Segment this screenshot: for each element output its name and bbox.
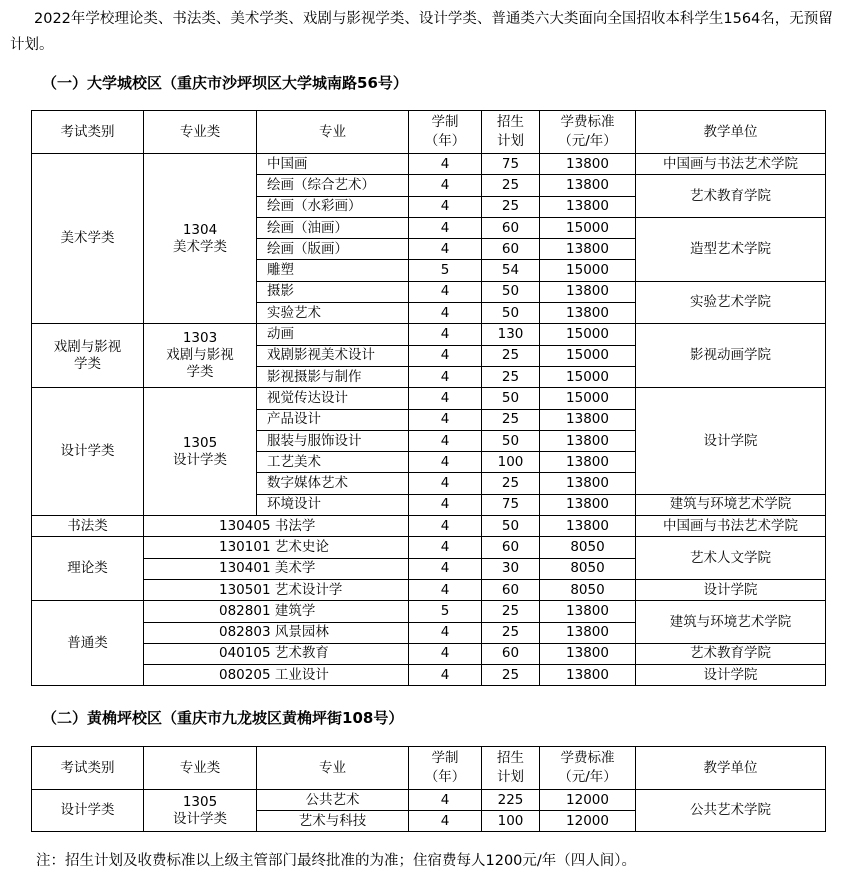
fee-cell: 15000: [540, 366, 636, 387]
fee-cell: 13800: [540, 622, 636, 643]
years-cell: 4: [409, 196, 482, 217]
fee-cell: 13800: [540, 643, 636, 664]
major-cell: 服装与服饰设计: [257, 430, 409, 451]
school-cell: 建筑与环境艺术学院: [636, 494, 826, 515]
table-header-row: [32, 111, 826, 154]
quota-cell: 50: [482, 430, 540, 451]
major-cell: 工艺美术: [257, 452, 409, 473]
intro-paragraph: 2022年学校理论类、书法类、美术学类、戏剧与影视学类、设计学类、普通类六大类面向全国招收本科学生1564名，无预留计划。: [10, 11, 833, 53]
years-cell: 4: [409, 494, 482, 515]
quota-cell: 100: [482, 811, 540, 832]
major-cell: 摄影: [257, 281, 409, 302]
quota-cell: 25: [482, 473, 540, 494]
category-cell: 书法类: [32, 516, 144, 537]
years-cell: 5: [409, 601, 482, 622]
enrollment-table-campus-1: [31, 110, 826, 686]
fee-cell: 13800: [540, 601, 636, 622]
fee-cell: 13800: [540, 239, 636, 260]
quota-cell: 60: [482, 217, 540, 238]
header-major-class: 专业类: [144, 747, 257, 790]
major-cell: 082803 风景园林: [144, 622, 409, 643]
school-cell: 影视动画学院: [636, 324, 826, 388]
header-major: 专业: [257, 747, 409, 790]
category-cell: 戏剧与影视 学类: [32, 324, 144, 388]
major-cell: 数字媒体艺术: [257, 473, 409, 494]
fee-cell: 13800: [540, 494, 636, 515]
fee-cell: 15000: [540, 217, 636, 238]
header-years: 学制 （年）: [409, 747, 482, 790]
quota-cell: 75: [482, 494, 540, 515]
major-cell: 130405 书法学: [144, 516, 409, 537]
quota-cell: 60: [482, 537, 540, 558]
quota-cell: 50: [482, 281, 540, 302]
years-cell: 4: [409, 154, 482, 175]
quota-cell: 60: [482, 239, 540, 260]
major-class-cell: 1303 戏剧与影视 学类: [144, 324, 257, 388]
fee-cell: 15000: [540, 260, 636, 281]
major-class-cell: 1305 设计学类: [144, 790, 257, 832]
major-cell: 公共艺术: [257, 790, 409, 811]
years-cell: 4: [409, 345, 482, 366]
fee-cell: 8050: [540, 537, 636, 558]
years-cell: 4: [409, 409, 482, 430]
major-cell: 080205 工业设计: [144, 665, 409, 686]
years-cell: 4: [409, 430, 482, 451]
table-row: [32, 516, 826, 537]
years-cell: 4: [409, 239, 482, 260]
years-cell: 4: [409, 537, 482, 558]
years-cell: 4: [409, 516, 482, 537]
major-cell: 130501 艺术设计学: [144, 579, 409, 600]
school-cell: 设计学院: [636, 388, 826, 494]
major-cell: 雕塑: [257, 260, 409, 281]
major-cell: 130101 艺术史论: [144, 537, 409, 558]
section-title-campus-1: （一）大学城校区（重庆市沙坪坝区大学城南路56号）: [42, 74, 408, 92]
years-cell: 4: [409, 473, 482, 494]
school-cell: 中国画与书法艺术学院: [636, 516, 826, 537]
major-cell: 040105 艺术教育: [144, 643, 409, 664]
quota-cell: 30: [482, 558, 540, 579]
years-cell: 4: [409, 281, 482, 302]
school-cell: 造型艺术学院: [636, 217, 826, 281]
quota-cell: 50: [482, 388, 540, 409]
major-class-cell: 1304 美术学类: [144, 154, 257, 324]
school-cell: 艺术教育学院: [636, 643, 826, 664]
table-row: [32, 643, 826, 664]
fee-cell: 8050: [540, 558, 636, 579]
fee-cell: 13800: [540, 409, 636, 430]
school-cell: 艺术教育学院: [636, 175, 826, 218]
category-cell: 设计学类: [32, 790, 144, 832]
header-major-class: 专业类: [144, 111, 257, 154]
quota-cell: 50: [482, 303, 540, 324]
header-fee: 学费标准 （元/年）: [540, 111, 636, 154]
fee-cell: 13800: [540, 303, 636, 324]
years-cell: 4: [409, 790, 482, 811]
quota-cell: 25: [482, 175, 540, 196]
fee-cell: 12000: [540, 790, 636, 811]
quota-cell: 25: [482, 196, 540, 217]
category-cell: 普通类: [32, 601, 144, 686]
header-school: 教学单位: [636, 111, 826, 154]
quota-cell: 225: [482, 790, 540, 811]
major-cell: 绘画（版画）: [257, 239, 409, 260]
fee-cell: 13800: [540, 154, 636, 175]
fee-cell: 12000: [540, 811, 636, 832]
years-cell: 4: [409, 324, 482, 345]
footnote: 注：招生计划及收费标准以上级主管部门最终批准的为准；住宿费每人1200元/年（四人间）。: [36, 853, 637, 869]
table-row: [32, 154, 826, 175]
table-row: [32, 790, 826, 811]
years-cell: 4: [409, 175, 482, 196]
fee-cell: 8050: [540, 579, 636, 600]
school-cell: 艺术人文学院: [636, 537, 826, 580]
quota-cell: 25: [482, 366, 540, 387]
years-cell: 4: [409, 452, 482, 473]
major-cell: 视觉传达设计: [257, 388, 409, 409]
major-cell: 艺术与科技: [257, 811, 409, 832]
years-cell: 4: [409, 388, 482, 409]
years-cell: 4: [409, 303, 482, 324]
school-cell: 设计学院: [636, 665, 826, 686]
header-school: 教学单位: [636, 747, 826, 790]
years-cell: 4: [409, 811, 482, 832]
school-cell: 实验艺术学院: [636, 281, 826, 324]
header-quota: 招生 计划: [482, 111, 540, 154]
quota-cell: 25: [482, 601, 540, 622]
years-cell: 4: [409, 579, 482, 600]
enrollment-table-campus-2: [31, 746, 826, 832]
years-cell: 4: [409, 665, 482, 686]
major-cell: 戏剧影视美术设计: [257, 345, 409, 366]
fee-cell: 15000: [540, 324, 636, 345]
fee-cell: 15000: [540, 345, 636, 366]
category-cell: 设计学类: [32, 388, 144, 516]
header-quota: 招生 计划: [482, 747, 540, 790]
major-cell: 绘画（油画）: [257, 217, 409, 238]
major-cell: 动画: [257, 324, 409, 345]
fee-cell: 13800: [540, 516, 636, 537]
category-cell: 美术学类: [32, 154, 144, 324]
school-cell: 设计学院: [636, 579, 826, 600]
table-header-row: [32, 747, 826, 790]
major-cell: 中国画: [257, 154, 409, 175]
major-cell: 产品设计: [257, 409, 409, 430]
school-cell: 建筑与环境艺术学院: [636, 601, 826, 644]
header-years: 学制 （年）: [409, 111, 482, 154]
years-cell: 4: [409, 366, 482, 387]
major-class-cell: 1305 设计学类: [144, 388, 257, 516]
quota-cell: 25: [482, 665, 540, 686]
header-major: 专业: [257, 111, 409, 154]
major-cell: 082801 建筑学: [144, 601, 409, 622]
years-cell: 4: [409, 217, 482, 238]
fee-cell: 13800: [540, 452, 636, 473]
fee-cell: 13800: [540, 281, 636, 302]
header-category: 考试类别: [32, 111, 144, 154]
major-cell: 影视摄影与制作: [257, 366, 409, 387]
quota-cell: 100: [482, 452, 540, 473]
years-cell: 5: [409, 260, 482, 281]
table-row: [32, 388, 826, 409]
major-cell: 实验艺术: [257, 303, 409, 324]
quota-cell: 50: [482, 516, 540, 537]
years-cell: 4: [409, 558, 482, 579]
years-cell: 4: [409, 643, 482, 664]
fee-cell: 13800: [540, 196, 636, 217]
years-cell: 4: [409, 622, 482, 643]
quota-cell: 25: [482, 345, 540, 366]
table-row: [32, 537, 826, 558]
major-cell: 绘画（水彩画）: [257, 196, 409, 217]
quota-cell: 54: [482, 260, 540, 281]
quota-cell: 130: [482, 324, 540, 345]
table-row: [32, 665, 826, 686]
fee-cell: 15000: [540, 388, 636, 409]
category-cell: 理论类: [32, 537, 144, 601]
header-fee: 学费标准 （元/年）: [540, 747, 636, 790]
quota-cell: 60: [482, 643, 540, 664]
table-row: [32, 601, 826, 622]
quota-cell: 25: [482, 622, 540, 643]
major-cell: 环境设计: [257, 494, 409, 515]
major-cell: 130401 美术学: [144, 558, 409, 579]
major-cell: 绘画（综合艺术）: [257, 175, 409, 196]
quota-cell: 60: [482, 579, 540, 600]
school-cell: 公共艺术学院: [636, 790, 826, 832]
header-category: 考试类别: [32, 747, 144, 790]
quota-cell: 25: [482, 409, 540, 430]
fee-cell: 13800: [540, 665, 636, 686]
fee-cell: 13800: [540, 175, 636, 196]
fee-cell: 13800: [540, 473, 636, 494]
table-row: [32, 324, 826, 345]
school-cell: 中国画与书法艺术学院: [636, 154, 826, 175]
table-row: [32, 579, 826, 600]
section-title-campus-2: （二）黄桷坪校区（重庆市九龙坡区黄桷坪街108号）: [42, 709, 404, 727]
quota-cell: 75: [482, 154, 540, 175]
fee-cell: 13800: [540, 430, 636, 451]
